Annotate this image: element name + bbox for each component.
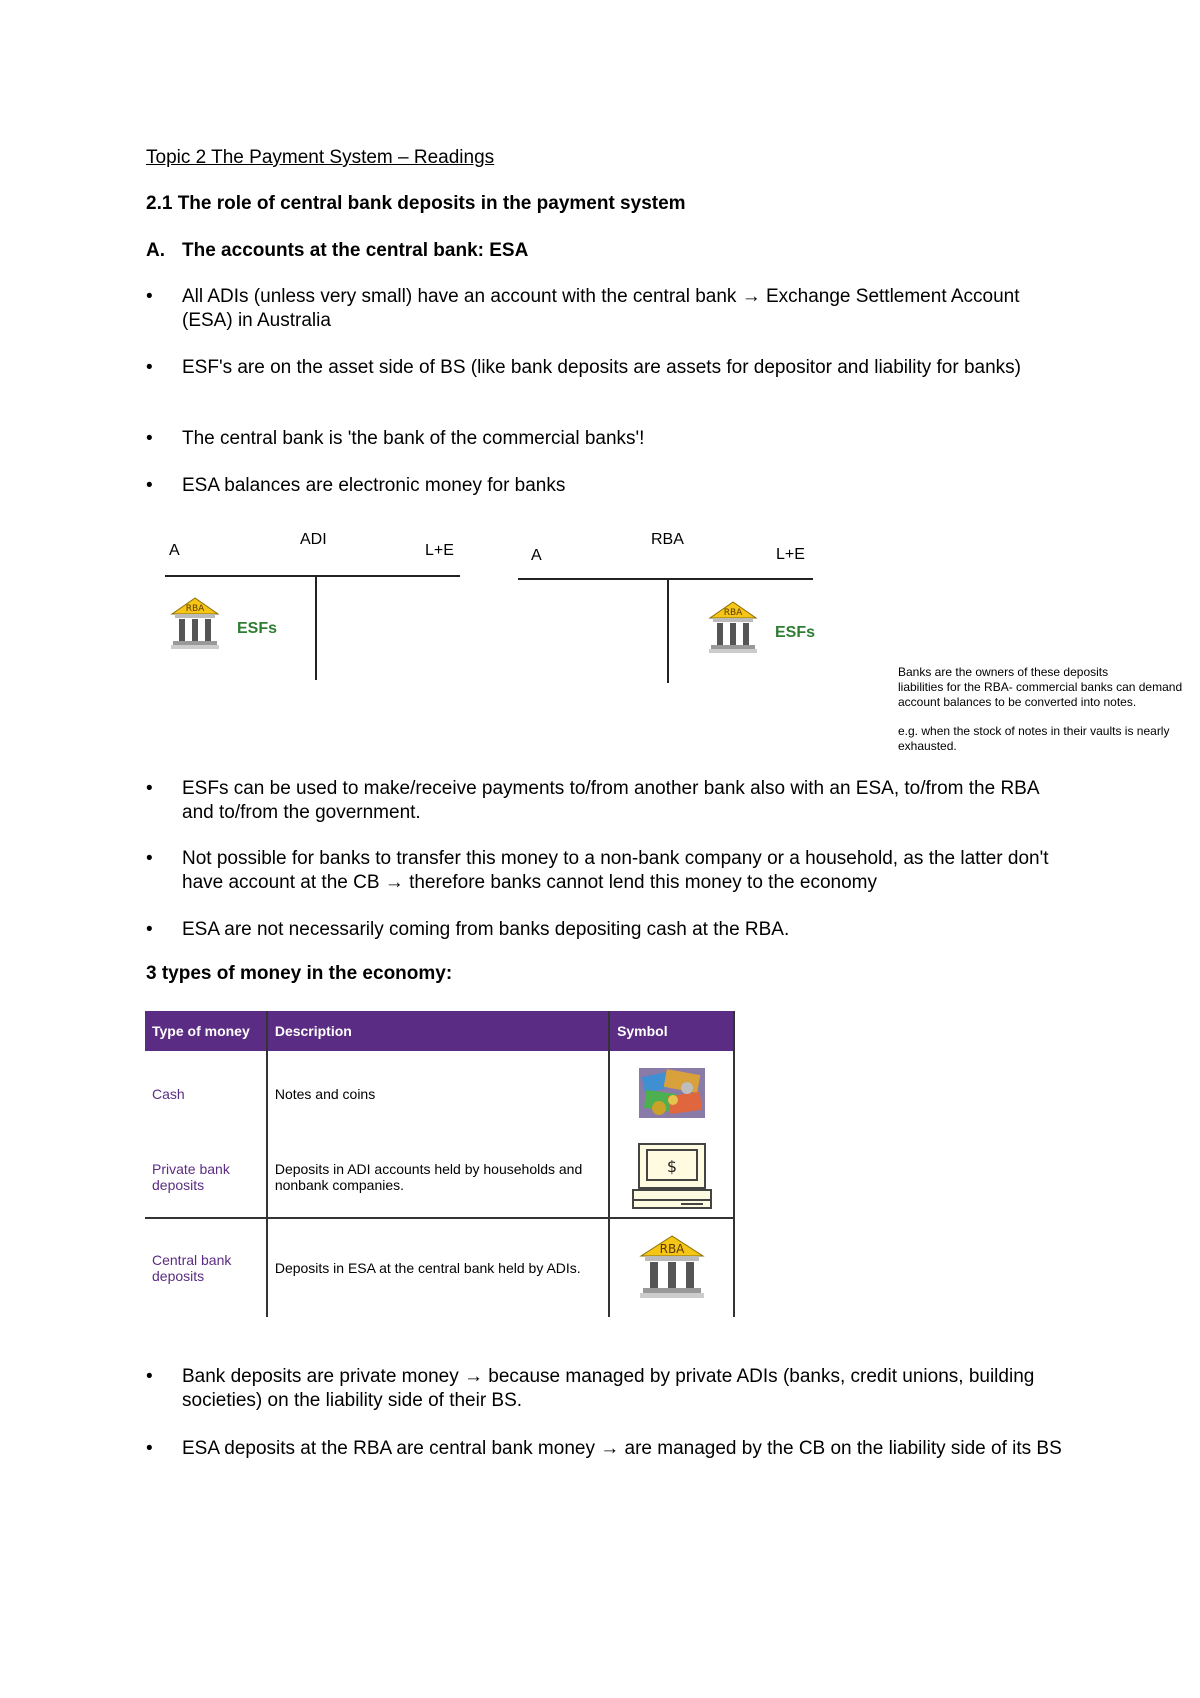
rba-icon-label: RBA	[185, 604, 205, 614]
symbol-cell	[609, 1218, 734, 1317]
bullet-item	[146, 356, 1066, 380]
rba-assets-label: A	[531, 547, 542, 564]
arrow-icon: →	[741, 286, 761, 307]
subsection-title: The accounts at the central bank: ESA	[182, 240, 529, 261]
bullet-item	[146, 918, 1066, 942]
table-row	[145, 1218, 734, 1317]
description-cell: Deposits in ADI accounts held by households and nonbank companies.	[267, 1137, 609, 1218]
side-note-line: Banks are the owners of these deposits	[898, 665, 1109, 679]
adi-horizontal-line	[165, 575, 460, 577]
adi-vertical-line	[315, 576, 317, 680]
bullet-text: ESF's are on the asset side of BS (like bank deposits are assets for depositor and liability for banks)	[182, 357, 1021, 378]
bullet-item	[146, 474, 1066, 498]
money-types-table	[145, 1011, 735, 1317]
bullet-item	[146, 777, 1066, 825]
adi-esf-asset: ESFs	[237, 620, 278, 637]
arrow-icon: →	[384, 872, 404, 893]
computer-icon	[631, 1142, 713, 1210]
bullet-text: All ADIs (unless very small) have an account with the central bank	[182, 286, 742, 307]
bullet-icon: •	[146, 848, 153, 869]
table-row	[145, 1137, 734, 1218]
table-header-row	[145, 1011, 734, 1051]
description-cell: Deposits in ESA at the central bank held by ADIs.	[267, 1218, 609, 1317]
arrow-icon: →	[600, 1438, 620, 1459]
table-row	[145, 1051, 734, 1137]
bullet-text: Exchange Settlement Account (ESA) in Australia	[182, 286, 1020, 331]
bullet-item	[146, 1365, 1066, 1413]
adi-assets-label: A	[169, 542, 180, 559]
bullet-text: ESFs can be used to make/receive payments to/from another bank also with an ESA, to/from the RBA and to/from the government.	[182, 778, 1039, 823]
bullet-icon: •	[146, 286, 153, 307]
table-header: Description	[267, 1011, 609, 1051]
bullet-text: Bank deposits are private money	[182, 1366, 464, 1387]
bullet-item	[146, 1437, 1066, 1461]
description-cell: Notes and coins	[267, 1051, 609, 1137]
bullet-item	[146, 427, 1066, 451]
bullet-text: Not possible for banks to transfer this money to a non-bank company or a household, as the latter don't have account at the CB	[182, 848, 1049, 893]
dollar-sign: $	[666, 1156, 677, 1176]
bullet-text: ESA deposits at the RBA are central bank money	[182, 1438, 601, 1459]
table-header: Symbol	[609, 1011, 734, 1051]
money-type-cell: Central bank deposits	[145, 1218, 267, 1317]
adi-liabilities-label: L+E	[425, 542, 454, 559]
rba-liabilities-label: L+E	[776, 546, 805, 563]
bullet-icon: •	[146, 1366, 153, 1387]
rba-esf-liability: ESFs	[775, 624, 816, 641]
subsection-heading	[146, 240, 528, 262]
bullet-text: ESA are not necessarily coming from banks depositing cash at the RBA.	[182, 919, 790, 940]
bullet-text: therefore banks cannot lend this money to the economy	[403, 872, 877, 893]
bullet-text: are managed by the CB on the liability side of its BS	[619, 1438, 1062, 1459]
bullet-icon: •	[146, 919, 153, 940]
rba-bank-icon	[639, 1234, 705, 1300]
side-note-line: liabilities for the RBA- commercial banks can demand account balances to be converted into notes.	[898, 680, 1183, 709]
side-note-line: e.g. when the stock of notes in their vaults is nearly exhausted.	[898, 724, 1170, 753]
symbol-cell	[609, 1137, 734, 1218]
bullet-item	[146, 285, 1066, 333]
rba-title: RBA	[651, 531, 684, 548]
bullet-icon: •	[146, 778, 153, 799]
topic-title: Topic 2 The Payment System – Readings	[146, 147, 495, 168]
bullet-icon: •	[146, 428, 153, 449]
money-type-cell: Cash	[145, 1051, 267, 1137]
adi-title: ADI	[300, 531, 327, 548]
bullet-text: The central bank is 'the bank of the commercial banks'!	[182, 428, 645, 449]
side-note	[898, 665, 1188, 754]
bullet-icon: •	[146, 357, 153, 378]
bullet-icon: •	[146, 475, 153, 496]
money-types-heading: 3 types of money in the economy:	[146, 963, 453, 984]
bullet-text: because managed by private ADIs (banks, credit unions, building societies) on the liability side of their BS.	[182, 1366, 1035, 1411]
table-header: Type of money	[145, 1011, 267, 1051]
bullet-item	[146, 847, 1066, 895]
rba-horizontal-line	[518, 578, 813, 580]
rba-vertical-line	[667, 579, 669, 683]
money-type-cell: Private bank deposits	[145, 1137, 267, 1218]
bullet-icon: •	[146, 1438, 153, 1459]
symbol-cell	[609, 1051, 734, 1137]
section-title: 2.1 The role of central bank deposits in the payment system	[146, 193, 686, 214]
rba-bank-icon	[708, 600, 758, 656]
bullet-text: ESA balances are electronic money for banks	[182, 475, 566, 496]
rba-icon-label: RBA	[659, 1241, 684, 1256]
rba-bank-icon	[170, 596, 220, 652]
rba-icon-label: RBA	[723, 608, 743, 618]
arrow-icon: →	[464, 1366, 483, 1387]
cash-icon	[639, 1068, 705, 1118]
subsection-letter: A.	[146, 240, 165, 261]
